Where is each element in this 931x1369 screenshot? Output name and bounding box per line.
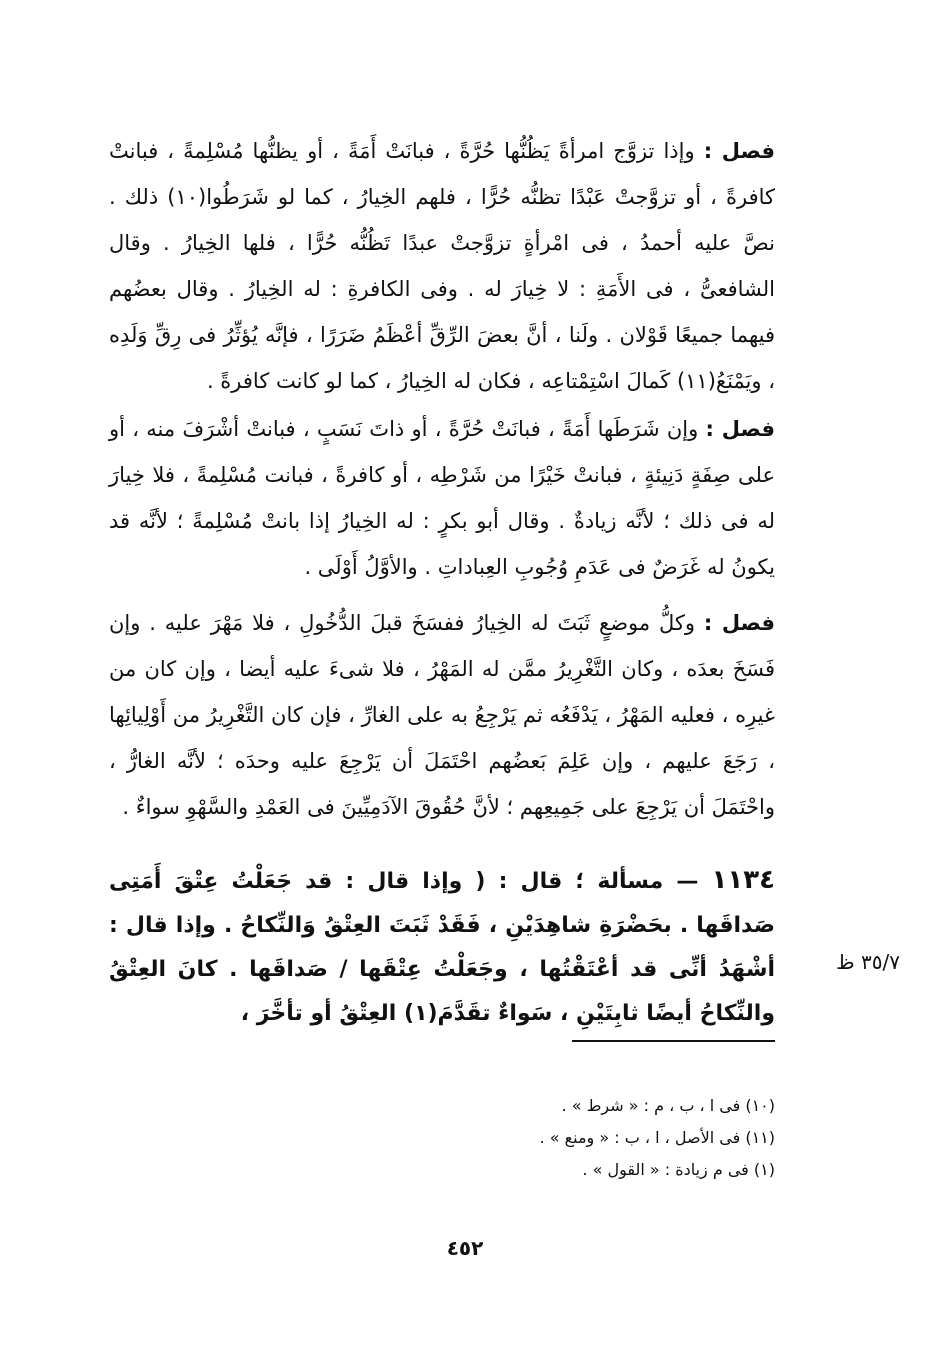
margin-folio-note: ٣٥/٧ ظ: [836, 950, 900, 974]
masala-paragraph: [109, 858, 775, 1036]
paragraph-fasl-3: [109, 600, 775, 830]
footnote-divider: [572, 1040, 775, 1042]
footnote: (١) فى م زيادة : « القول » .: [582, 1160, 775, 1179]
paragraph-fasl-1: [109, 128, 775, 404]
footnote: (١١) فى الأصل ، ا ، ب : « ومنع » .: [539, 1128, 775, 1147]
section-heading: فصل :: [703, 139, 775, 163]
issue-number: ١١٣٤: [711, 865, 775, 895]
section-heading: فصل :: [705, 417, 775, 441]
page-number: ٤٥٢: [446, 1236, 484, 1260]
paragraph-text: وكلُّ موضعٍ ثَبَتَ له الخِيارُ ففسَخَ قبلَ الدُّخُولِ ، فلا مَهْرَ عليه . وإن فَسَخَ بعدَه ، وكان التَّغْرِيرُ ممَّن له المَهْرُ ، فلا شىءَ عليه أيضا ، وإن كان من غيرِه ، فعليه المَهْرُ ، يَدْفَعُه ثم يَرْجِعُ به على الغارِّ ، فإن كان التَّغْرِيرُ من أَوْلِيائِها ، رَجَعَ عليهم ، وإن عَلِمَ بَعضُهم احْتَمَلَ أن يَرْجِعَ عليه وحدَه ؛ لأنَّه الغارُّ ، واحْتَمَلَ أن يَرْجِعَ على جَمِيعِهم ؛ لأنَّ حُقُوقَ الآدَمِيِّينَ فى العَمْدِ والسَّهْوِ سواءٌ .: [109, 611, 775, 819]
section-heading: فصل :: [703, 611, 776, 635]
paragraph-text: وإذا تزوَّج امرأةً يَظُنُّها حُرَّةً ، فبانَتْ أَمَةً ، أو يظنُّها مُسْلِمةً ، فبانتْ كافرةً ، أو تزوَّجتْ عَبْدًا تظنُّه حُرًّا ، فلهم الخِيارُ ، كما لو شَرَطُوا(١٠) ذلك . نصَّ عليه أحمدُ ، فى امْرأةٍ تزوَّجتْ عبدًا تَظُنُّه حُرًّا ، فلها الخِيارُ . وقال الشافعىُّ ، فى الأَمَةِ : لا خِيارَ له . وفى الكافرةِ : له الخِيارُ . وقال بعضُهم فيهما جميعًا قَوْلان . ولَنا ، أنَّ بعضَ الرِّقِّ أعْظَمُ ضَرَرًا ، فإنَّه يُؤثِّرُ فى رِقِّ وَلَدِه ، ويَمْنَعُ(١١) كَمالَ اسْتِمْتاعِه ، فكان له الخِيارُ ، كما لو كانت كافرةً .: [109, 139, 776, 393]
paragraph-text: وإن شَرَطَها أَمَةً ، فبانَتْ حُرَّةً ، أو ذاتَ نَسَبٍ ، فبانتْ أشْرَفَ منه ، أو على صِفَةٍ دَنِيئةٍ ، فبانتْ خَيْرًا من شَرْطِه ، أو كافرةً ، فبانت مُسْلِمةً ، فلا خِيارَ له فى ذلك ؛ لأنَّه زيادةٌ . وقال أبو بكرٍ : له الخِيارُ إذا بانتْ مُسْلِمةً ؛ لأنَّه قد يكونُ له غَرَضٌ فى عَدَمِ وُجُوبِ العِباداتِ . والأوَّلُ أَوْلَى .: [109, 417, 775, 579]
footnote: (١٠) فى ا ، ب ، م : « شرط » .: [561, 1096, 775, 1115]
paragraph-fasl-2: [109, 406, 775, 590]
issue-text: — مسألة ؛ قال : ( وإذا قال : قد جَعَلْتُ عِتْقَ أَمَتِى صَداقَها . بحَضْرَةِ شاهِدَيْنِ ، فَقَدْ ثَبَتَ العِتْقُ وَالنِّكاحُ . وإذا قال : أشْهَدُ أنِّى قد أعْتَقْتُها ، وجَعَلْتُ عِتْقَها / صَداقَها . كانَ العِتْقُ والنِّكاحُ أيضًا ثابِتَيْنِ ، سَواءٌ تقَدَّمَ(١) العِتْقُ أو تأخَّرَ ،: [109, 869, 775, 1026]
